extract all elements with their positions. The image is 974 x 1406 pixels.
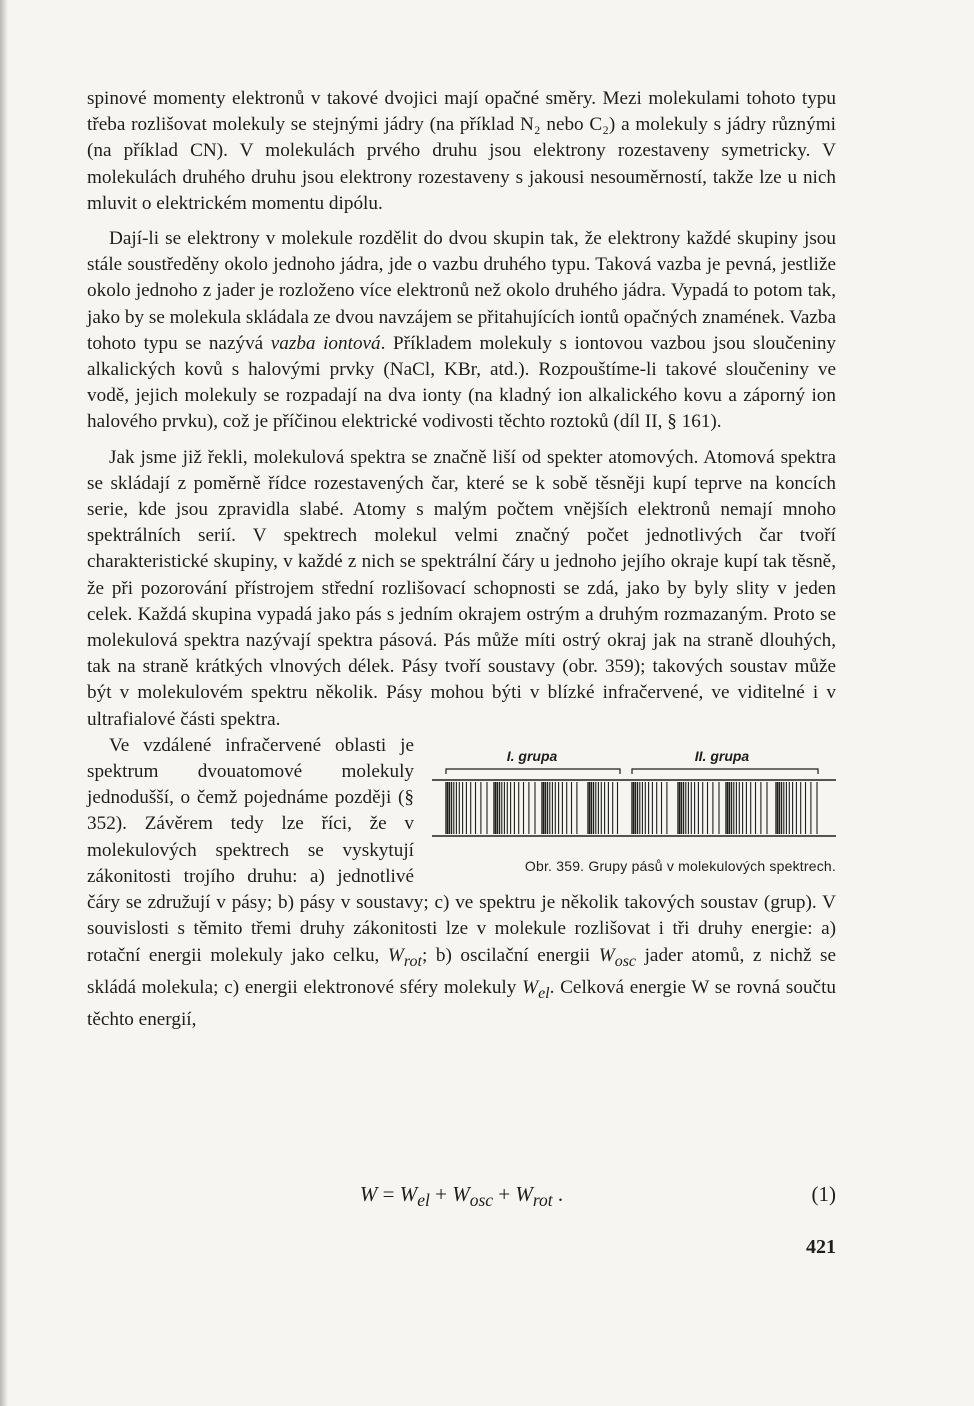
spectral-lines xyxy=(446,782,817,834)
page-number: 421 xyxy=(806,1236,836,1258)
symbol-w-osc: $W_{osc}$ xyxy=(598,944,637,970)
paragraph-4-text-2: ; b) oscilační energii xyxy=(421,944,591,966)
symbol-w-el: $W_{el}$ xyxy=(522,976,550,1002)
figure-caption: Obr. 359. Grupy pásů v molekulových spektrech. xyxy=(524,857,836,874)
equation-body: $W = W_{el} + W_{osc} + W_{rot}$ . xyxy=(359,1182,564,1211)
group-2-bracket xyxy=(632,769,818,774)
band-spectrum-figure xyxy=(432,745,836,849)
paragraph-2-rest: . Příkladem molekuly s iontovou vazbou jsou sloučeniny alkalických kovů s halovými prvky (NaCl, KBr, atd.). Rozpouštíme-li takové sloučeniny ve vodě, jejich molekuly se rozpadají na dva ionty (na kladný ion alkalického kovu a záporný ion halového prvku), což je příčinou elektrické vodivosti těchto roztoků (díl II, § 161). xyxy=(87,332,837,433)
paragraph-4-text-4: . Celková energie W se rovná součtu těchto energií, xyxy=(87,976,836,1030)
group-1-label: I. grupa xyxy=(506,747,558,764)
page-edge-shadow xyxy=(0,0,8,1406)
group-1-bracket xyxy=(446,769,620,774)
term-ionic-bond: vazba iontová xyxy=(270,332,381,354)
symbol-w-rot: $W_{rot}$ xyxy=(387,944,422,970)
paragraph-2-text: Dají-li se elektrony v molekule rozdělit do dvou skupin tak, že elektrony každé skupiny jsou stále soustředěny okolo jednoho jádra, jde o vazbu druhého typu. Taková vazba je pevná, jestliže okolo jednoho z jader je rozloženo více elektronů než okolo druhého jádra. Vypadá to potom tak, jako by se molekula skládala ze dvou navzájem se přitahujících iontů opačných znamének. Vazba tohoto typu se nazývá xyxy=(87,228,836,354)
paragraph-1: spinové momenty elektronů v takové dvojici mají opačné směry. Mezi molekulami tohoto typu třeba rozlišovat molekuly se stejnými jádry (na příklad N₂ nebo C₂) a molekuly s jádry různými (na příklad CN). V molekulách prvého druhu jsou elektrony rozestaveny symetricky. V molekulách druhého druhu jsou elektrony rozestaveny s jakousi nesouměrností, takže lze u nich mluvit o elektrickém momentu dipólu. xyxy=(87,88,836,214)
text-column xyxy=(87,86,836,1033)
equation-1 xyxy=(87,1182,836,1212)
paragraph-4-text: Ve vzdálené infračervené oblasti je spektrum dvouatomové molekuly jednodušší, o čemž pojednáme později (§ 352). Závěrem tedy lze říci, že v molekulových spektrech se vyskytují zákonitosti trojího druhu: a) jednotlivé čáry se združují v pásy; b) pásy v soustavy; c) ve spektru je několik takových soustav (grup). V souvislosti s těmito třemi druhy zákonitosti lze v molekule rozlišovat i tři druhy energie: a) rotační energii molekuly jako celku, xyxy=(87,734,836,966)
paragraph-2 xyxy=(87,226,836,436)
equation-number: (1) xyxy=(811,1182,836,1206)
paragraph-3: Jak jsme již řekli, molekulová spektra se značně liší od spekter atomových. Atomová spektra se skládají z poměrně řídce rozestavených čar, které se k sobě těsněji kupí teprve na koncích serie, kde jsou zpravidla slabé. Atomy s malým počtem vnějších elektronů nemají mnoho spektrálních serií. V spektrech molekul velmi značný počet jednotlivých čar tvoří charakteristické skupiny, v každé z nich se spektrální čáry u jednoho jejího okraje kupí tak těsně, že při pozorování přístrojem střední rozlišovací schopnosti se zdá, jako by byly slity v jeden celek. Každá skupina vypadá jako pás s jedním okrajem ostrým a druhým rozmazaným. Proto se molekulová spektra nazývají spektra pásová. Pás může míti ostrý okraj jak na straně dlouhých, tak na straně krátkých vlnových délek. Pásy tvoří soustavy (obr. 359); takových soustav může být v molekulovém spektru několik. Pásy mohou býti v blízké infračervené, ve viditelné i v ultrafialové části spektra. xyxy=(87,446,836,730)
group-2-label: II. grupa xyxy=(694,747,750,764)
paragraph-4-text-3: jader atomů, z nichž se skládá molekula; c) energii elektronové sféry molekuly xyxy=(87,944,837,998)
figure-359 xyxy=(432,745,836,875)
